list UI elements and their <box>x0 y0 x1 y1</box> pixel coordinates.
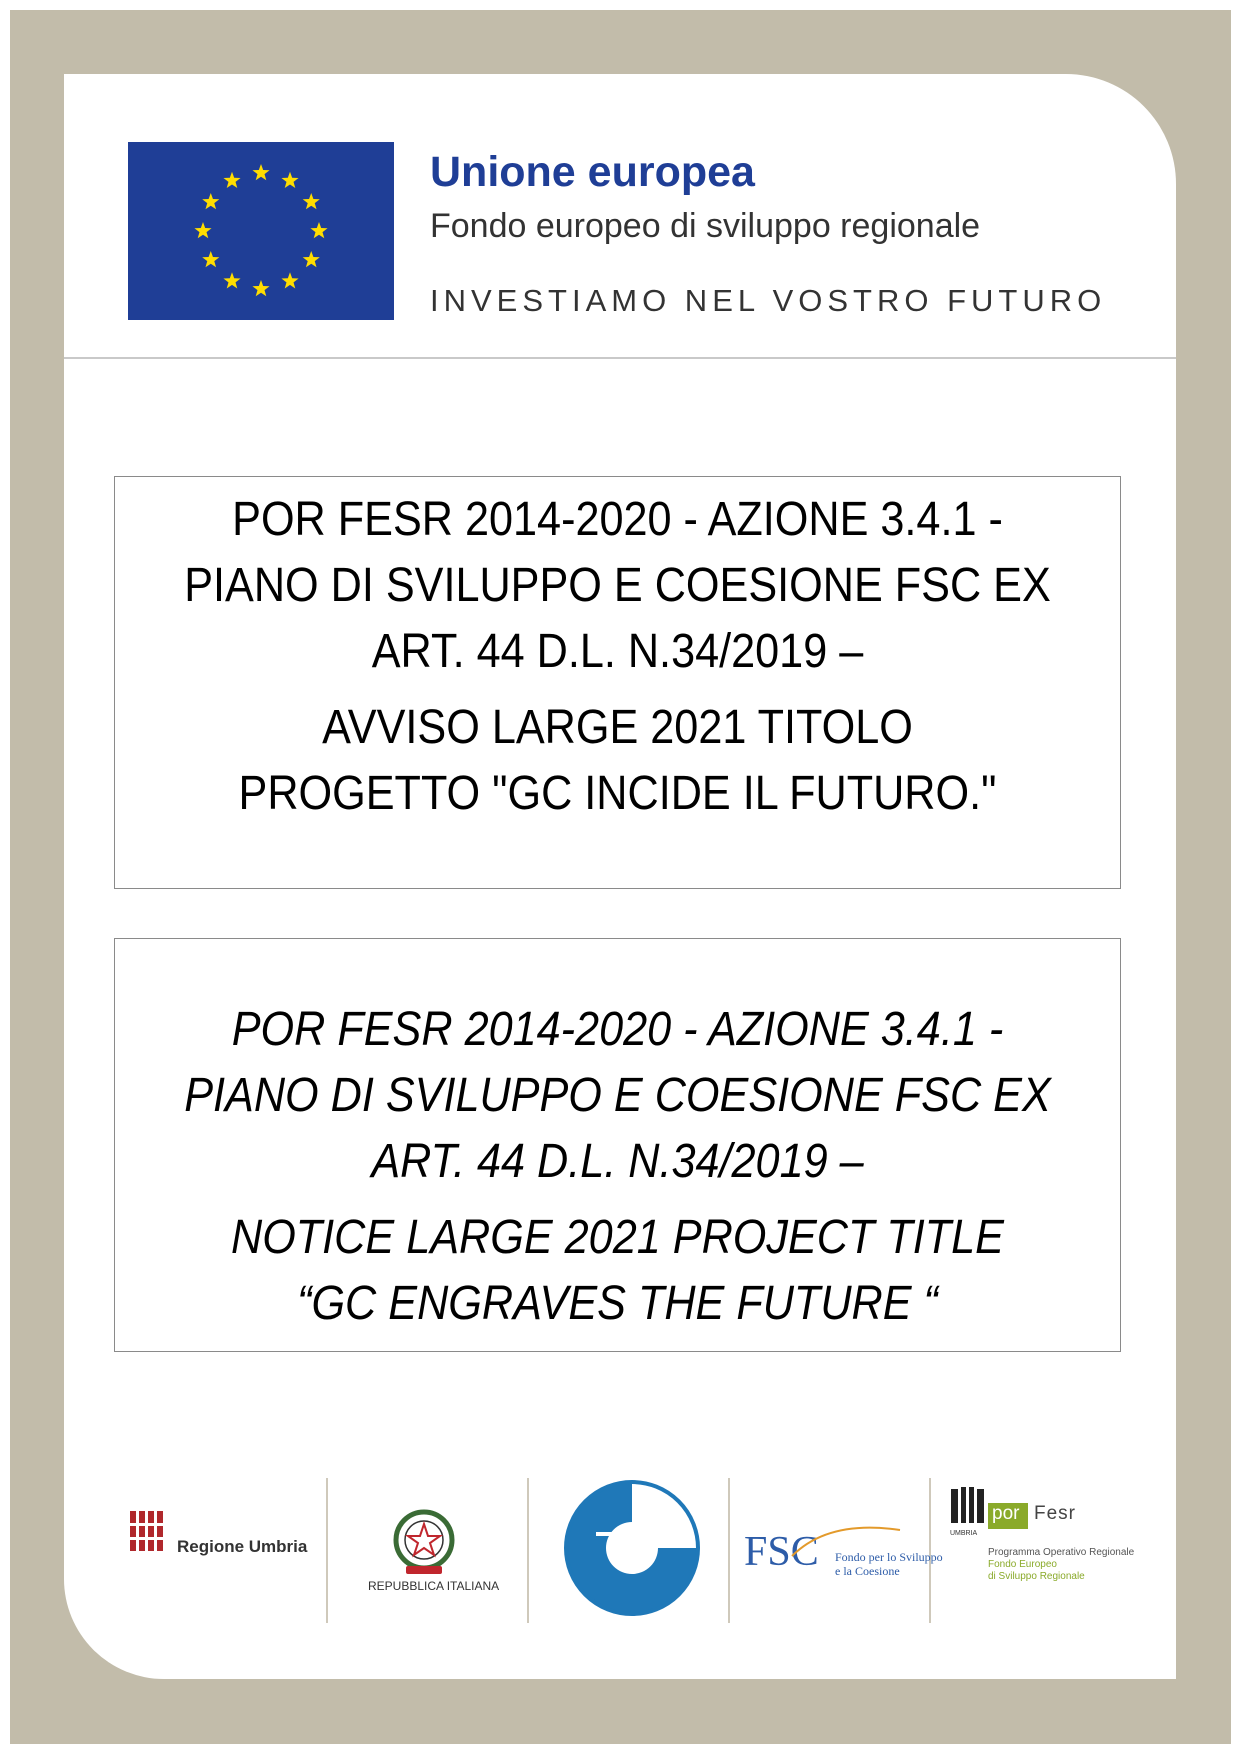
italian-project-box <box>114 476 1121 889</box>
fsc-logo-mark: FSC <box>744 1529 819 1575</box>
por-description-line: di Sviluppo Regionale <box>988 1571 1085 1582</box>
logo-separator <box>728 1478 730 1623</box>
header-divider <box>64 357 1176 359</box>
umbria-candles-icon <box>949 1485 985 1525</box>
regione-umbria-logo-icon <box>128 1509 164 1553</box>
fsc-description-line: e la Coesione <box>835 1564 900 1578</box>
regione-umbria-label: Regione Umbria <box>177 1537 308 1556</box>
italian-heading-line: ART. 44 D.L. N.34/2019 – <box>371 625 864 678</box>
por-fesr-label: Fesr <box>1034 1503 1076 1524</box>
italian-title-line: AVVISO LARGE 2021 TITOLO <box>322 701 913 754</box>
eu-flag-icon <box>128 142 394 320</box>
english-title-block <box>165 1205 1070 1337</box>
english-heading-line: ART. 44 D.L. N.34/2019 – <box>371 1135 864 1188</box>
logo-separator <box>326 1478 328 1623</box>
italian-title-block <box>165 695 1070 827</box>
por-description <box>988 1547 1134 1583</box>
por-umbria-label: UMBRIA <box>950 1530 978 1537</box>
eu-title: Unione europea <box>430 148 755 196</box>
logo-separator <box>527 1478 529 1623</box>
english-title-line: “GC ENGRAVES THE FUTURE “ <box>297 1277 938 1330</box>
italian-heading-block <box>165 477 1070 685</box>
por-description-line: Programma Operativo Regionale <box>988 1547 1135 1558</box>
italian-heading-line: POR FESR 2014-2020 - AZIONE 3.4.1 - <box>232 493 1003 546</box>
italian-republic-emblem-icon <box>392 1508 456 1578</box>
repubblica-italiana-label: REPUBBLICA ITALIANA <box>368 1579 500 1593</box>
italian-heading-line: PIANO DI SVILUPPO E COESIONE FSC EX <box>184 559 1051 612</box>
gc-marmi-label: MARMI <box>611 1535 666 1552</box>
english-heading-line: PIANO DI SVILUPPO E COESIONE FSC EX <box>184 1069 1051 1122</box>
fsc-description-line: Fondo per lo Sviluppo <box>835 1550 943 1564</box>
fsc-description <box>835 1550 943 1578</box>
english-heading-block <box>165 939 1070 1195</box>
eu-motto: INVESTIAMO NEL VOSTRO FUTURO <box>430 283 1107 318</box>
english-heading-line: POR FESR 2014-2020 - AZIONE 3.4.1 - <box>231 1003 1004 1056</box>
english-project-box <box>114 938 1121 1352</box>
por-description-line: Fondo Europeo <box>988 1559 1057 1570</box>
eu-fund-name: Fondo europeo di sviluppo regionale <box>430 207 981 245</box>
italian-title-line: PROGETTO "GC INCIDE IL FUTURO." <box>238 767 997 820</box>
english-title-line: NOTICE LARGE 2021 PROJECT TITLE <box>230 1211 1004 1264</box>
por-badge-label: por <box>992 1503 1020 1524</box>
